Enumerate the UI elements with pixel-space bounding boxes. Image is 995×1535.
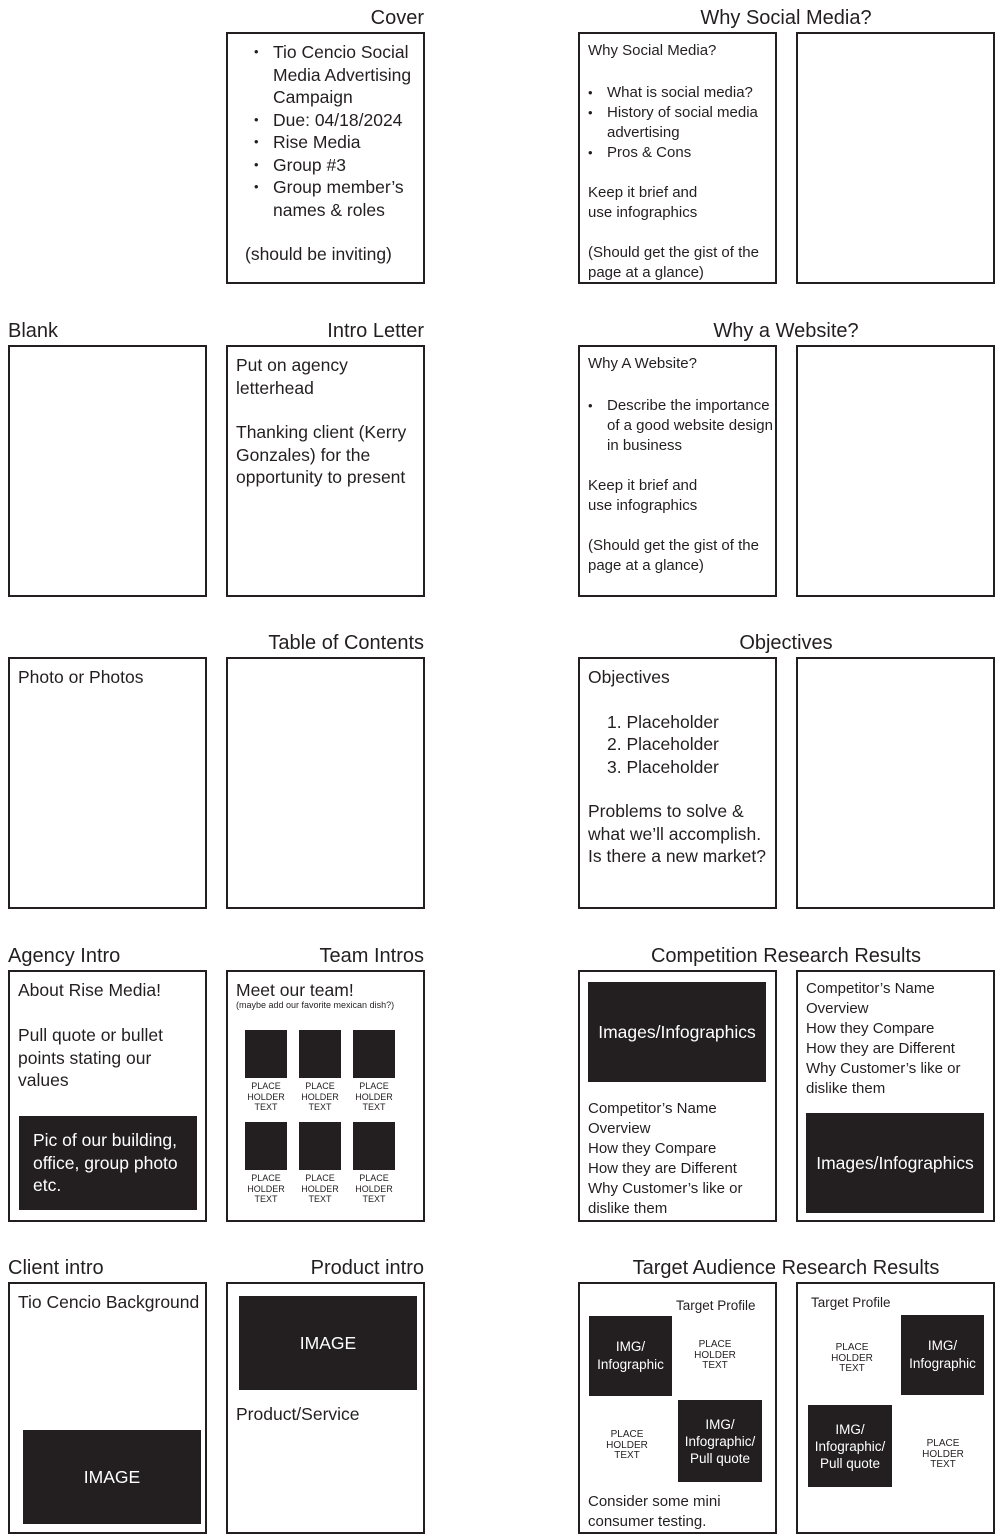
team-photo-placeholder <box>299 1122 341 1170</box>
intro-letter-page <box>226 345 425 597</box>
detail-line: Overview <box>588 1120 651 1137</box>
detail-line: Why Customer’s like or dislike them <box>588 1180 743 1217</box>
client-heading: Tio Cencio Background <box>18 1292 200 1312</box>
competition-title: Competition Research Results <box>650 945 922 967</box>
team-photo-placeholder <box>245 1030 287 1078</box>
section-heading: Why Social Media? <box>588 42 717 59</box>
why-website-bullets <box>588 396 773 456</box>
client-intro-title: Client intro <box>8 1257 104 1279</box>
product-image-placeholder: IMAGE <box>239 1296 417 1390</box>
pull-quote-placeholder: IMG/ Infographic/ Pull quote <box>808 1405 892 1487</box>
intro-letter-title: Intro Letter <box>327 320 424 342</box>
team-photo-placeholder <box>299 1030 341 1078</box>
target-audience-title: Target Audience Research Results <box>632 1257 940 1279</box>
team-intros-page <box>226 970 425 1222</box>
list-item: • History of social media advertising <box>607 103 773 143</box>
testing-note: Consider some mini consumer testing. <box>588 1493 721 1530</box>
infographic-placeholder: Images/Infographics <box>588 982 766 1082</box>
cover-title: Cover <box>370 7 424 29</box>
section-heading: Objectives <box>588 667 670 687</box>
team-photo-placeholder <box>353 1030 395 1078</box>
list-item: • What is social media? <box>607 83 773 103</box>
why-social-content <box>588 41 773 283</box>
toc-page <box>226 657 425 909</box>
list-item: • Describe the importance of a good website design in business <box>607 396 773 456</box>
detail-line: Competitor’s Name <box>806 980 935 997</box>
photo-label: Photo or Photos <box>18 667 144 687</box>
team-caption: PLACE HOLDER TEXT <box>301 1081 339 1112</box>
agency-heading: About Rise Media! <box>18 980 161 1000</box>
list-item: 3. Placeholder <box>607 756 719 777</box>
list-item: 2. Placeholder <box>607 734 719 754</box>
competition-page-right <box>796 970 995 1222</box>
team-caption: PLACE HOLDER TEXT <box>355 1173 393 1204</box>
detail-line: Overview <box>806 1000 869 1017</box>
client-intro-page <box>8 1282 207 1534</box>
product-intro-page <box>226 1282 425 1534</box>
detail-line: How they Compare <box>588 1140 717 1157</box>
why-website-content <box>588 354 773 576</box>
why-social-title: Why Social Media? <box>700 7 872 29</box>
tip-text: Keep it brief and use infographics <box>588 184 698 221</box>
note-text: (Should get the gist of the page at a glance) <box>588 537 759 574</box>
why-social-page-right <box>796 32 995 284</box>
photo-page <box>8 657 207 909</box>
product-caption: Product/Service <box>236 1404 360 1424</box>
objectives-title: Objectives <box>739 632 833 654</box>
list-item: • Pros & Cons <box>607 143 773 163</box>
competitor-details <box>806 979 991 1099</box>
detail-line: How they are Different <box>588 1160 737 1177</box>
target-profile-label: Target Profile <box>676 1298 756 1313</box>
cover-bullets <box>254 41 425 221</box>
target-page-right <box>796 1282 995 1534</box>
why-social-bullets <box>588 83 773 163</box>
team-caption: PLACE HOLDER TEXT <box>247 1173 285 1204</box>
list-item: • Rise Media <box>273 131 425 154</box>
team-caption: PLACE HOLDER TEXT <box>355 1081 393 1112</box>
infographic-placeholder: IMG/ Infographic <box>589 1316 672 1396</box>
why-website-page-right <box>796 345 995 597</box>
why-website-page-left <box>578 345 777 597</box>
infographic-placeholder: IMG/ Infographic <box>901 1315 984 1395</box>
product-intro-title: Product intro <box>310 1257 424 1279</box>
cover-page <box>226 32 425 284</box>
profile-placeholder: PLACE HOLDER TEXT <box>694 1339 736 1371</box>
cover-note: (should be inviting) <box>245 244 392 264</box>
objectives-content <box>588 666 773 868</box>
team-caption: PLACE HOLDER TEXT <box>247 1081 285 1112</box>
blank-title: Blank <box>8 320 59 342</box>
infographic-placeholder: Images/Infographics <box>806 1113 984 1213</box>
agency-values: Pull quote or bullet points stating our values <box>18 1025 163 1090</box>
team-photo-placeholder <box>245 1122 287 1170</box>
team-intros-title: Team Intros <box>319 945 424 967</box>
client-image-placeholder: IMAGE <box>23 1430 201 1524</box>
agency-intro-title: Agency Intro <box>8 945 121 967</box>
thank-you-note: Thanking client (Kerry Gonzales) for the opportunity to present <box>236 422 407 487</box>
team-heading: Meet our team! <box>236 980 354 1000</box>
detail-line: How they are Different <box>806 1040 955 1057</box>
team-subnote: (maybe add our favorite mexican dish?) <box>236 1000 395 1010</box>
list-item: • Due: 04/18/2024 <box>273 109 425 132</box>
agency-intro-page <box>8 970 207 1222</box>
detail-line: Competitor’s Name <box>588 1100 717 1117</box>
team-photo-placeholder <box>353 1122 395 1170</box>
target-page-left <box>578 1282 777 1534</box>
competitor-details <box>588 1099 773 1219</box>
problems-text: Problems to solve & what we’ll accomplish. Is there a new market? <box>588 801 766 866</box>
list-item: • Tio Cencio Social Media Advertising Campaign <box>273 41 425 109</box>
list-item: 1. Placeholder <box>607 711 719 732</box>
letterhead-note: Put on agency letterhead <box>236 355 348 398</box>
profile-placeholder: PLACE HOLDER TEXT <box>606 1429 648 1461</box>
why-social-page-left <box>578 32 777 284</box>
list-item: • Group member’s names & roles <box>273 176 425 221</box>
team-caption: PLACE HOLDER TEXT <box>301 1173 339 1204</box>
blank-page <box>8 345 207 597</box>
agency-image-placeholder: Pic of our building, office, group photo etc. <box>19 1116 197 1210</box>
toc-title: Table of Contents <box>268 632 424 654</box>
competition-page-left <box>578 970 777 1222</box>
note-text: (Should get the gist of the page at a glance) <box>588 244 759 281</box>
objectives-list <box>588 711 773 779</box>
profile-placeholder: PLACE HOLDER TEXT <box>922 1438 964 1470</box>
pull-quote-placeholder: IMG/ Infographic/ Pull quote <box>678 1400 762 1482</box>
tip-text: Keep it brief and use infographics <box>588 477 698 514</box>
objectives-page-left <box>578 657 777 909</box>
target-profile-label: Target Profile <box>811 1295 891 1310</box>
why-website-title: Why a Website? <box>713 320 859 342</box>
list-item: • Group #3 <box>273 154 425 177</box>
detail-line: How they Compare <box>806 1020 935 1037</box>
detail-line: Why Customer’s like or dislike them <box>806 1060 961 1097</box>
section-heading: Why A Website? <box>588 355 697 372</box>
objectives-page-right <box>796 657 995 909</box>
profile-placeholder: PLACE HOLDER TEXT <box>831 1342 873 1374</box>
